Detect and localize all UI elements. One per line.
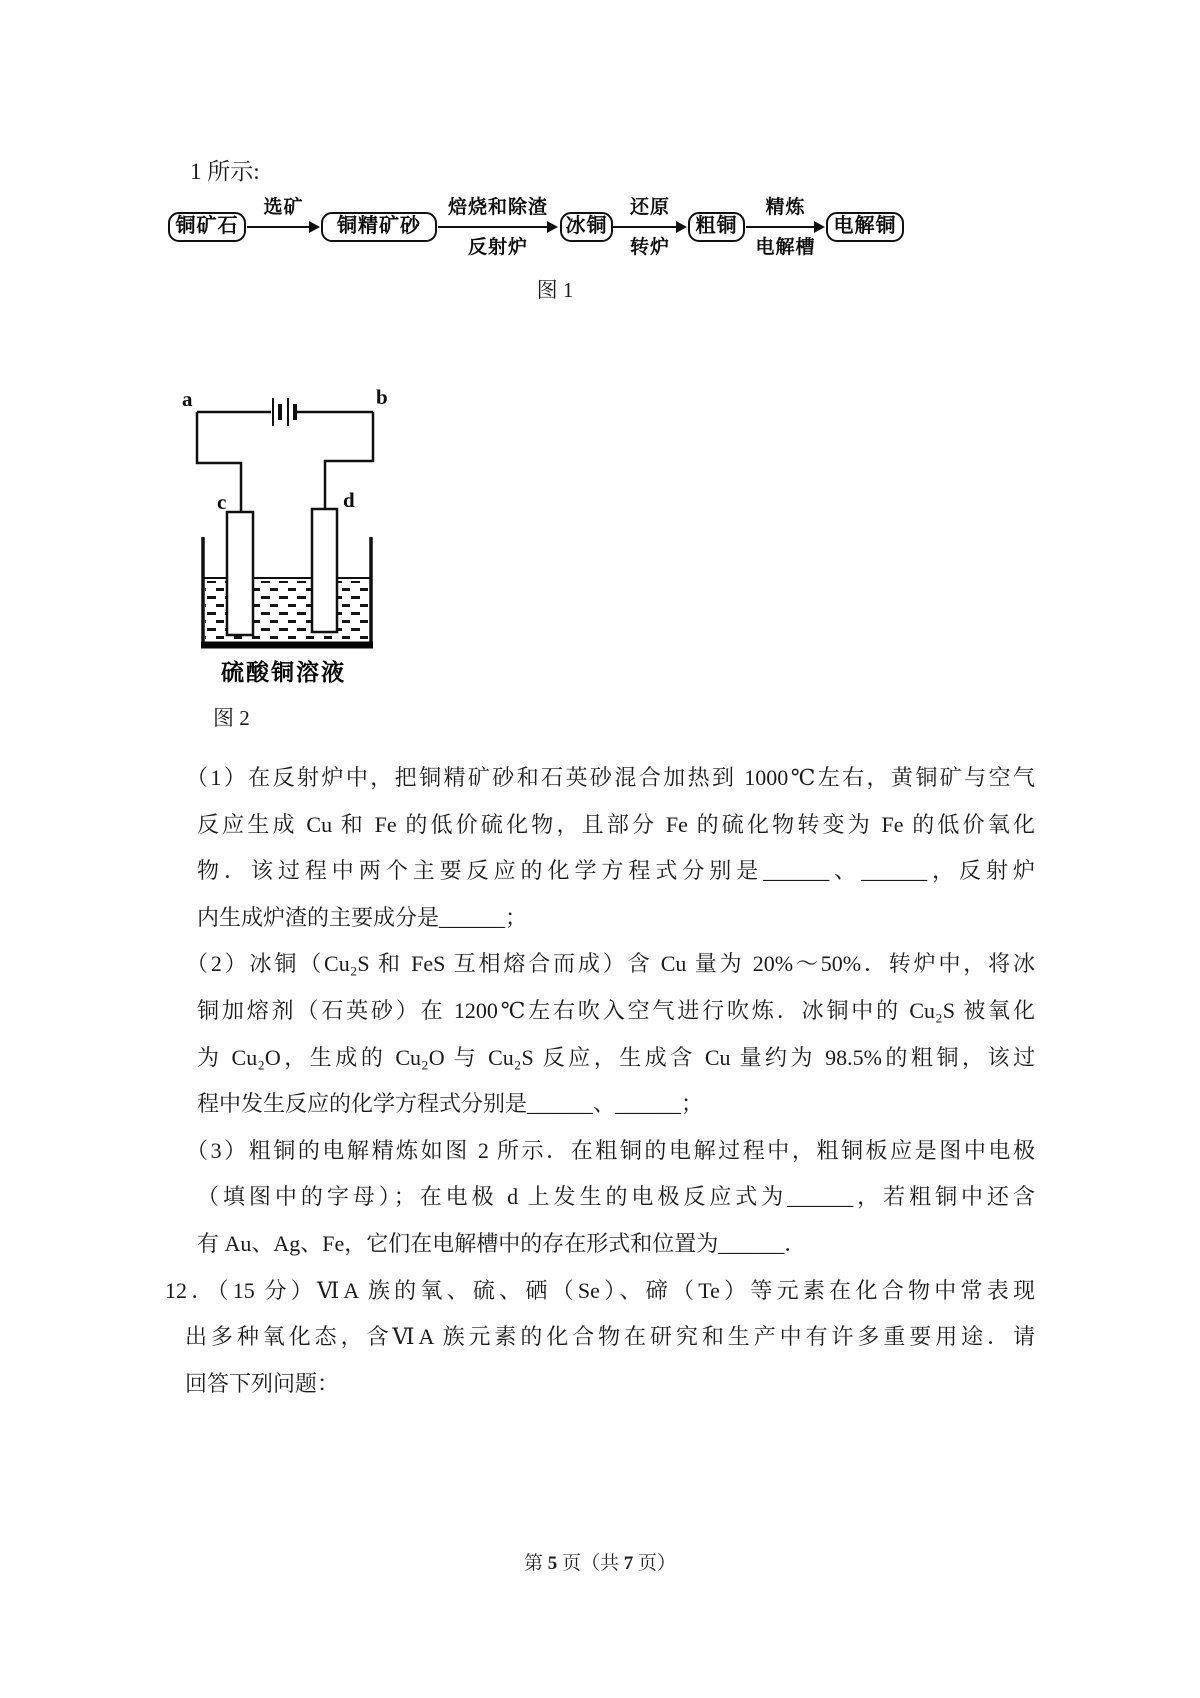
- label-a: a: [182, 387, 193, 411]
- text-line: 出多种氧化态，含ⅥA 族元素的化合物在研究和生产中有许多重要用途．请: [185, 1324, 1035, 1350]
- label-d: d: [343, 488, 355, 512]
- flow-arrow-2-label-below: 反射炉: [467, 237, 528, 258]
- text-line: （填图中的字母）；在电极 d 上发生的电极反应式为______，若粗铜中还含: [197, 1184, 1035, 1210]
- arrow-line: [613, 226, 679, 228]
- flow-arrow-2: [438, 192, 558, 258]
- footer-page-number: 5: [547, 1553, 558, 1574]
- battery-icon: [273, 398, 295, 426]
- arrow-head-icon: [309, 221, 320, 233]
- arrow-line: [438, 226, 550, 228]
- text-line: 程中发生反应的化学方程式分别是______、______；: [197, 1091, 704, 1117]
- flow-node-concentrate: 铜精矿砂: [321, 212, 437, 242]
- footer-mid: 页（共: [557, 1553, 624, 1574]
- figure2-caption: 图 2: [213, 706, 250, 730]
- text-line: （3）粗铜的电解精炼如图 2 所示．在粗铜的电解过程中，粗铜板应是图中电极: [186, 1137, 1035, 1163]
- label-b: b: [376, 385, 388, 409]
- flow-node-matte: 冰铜: [560, 212, 613, 242]
- text-line: 为 Cu₂O，生成的 Cu₂O 与 Cu₂S 反应，生成含 Cu 量约为 98.5%的粗铜，该过: [197, 1044, 1035, 1070]
- text-line: （2）冰铜（Cu₂S 和 FeS 互相熔合而成）含 Cu 量为 20%～50%．转炉中，将冰: [186, 951, 1035, 977]
- text-line: 物．该过程中两个主要反应的化学方程式分别是______、______，反射炉: [197, 858, 1035, 884]
- circuit-drawing: [170, 385, 400, 685]
- text-line: 内生成炉渣的主要成分是______；: [197, 904, 528, 930]
- figure2-circuit: [170, 385, 400, 685]
- flow-node-copper-ore: 铜矿石: [168, 212, 246, 242]
- solution-label: 硫酸铜溶液: [221, 660, 346, 685]
- flow-arrow-3: [613, 192, 687, 258]
- text-line: （1）在反射炉中，把铜精矿砂和石英砂混合加热到 1000℃左右，黄铜矿与空气: [186, 765, 1035, 790]
- question-text-block: [165, 755, 1035, 1407]
- text-line: 12．（15 分）ⅥA 族的氧、硫、硒（Se）、碲（Te）等元素在化合物中常表现: [165, 1277, 1035, 1303]
- flow-arrow-4: [746, 192, 825, 258]
- text-line: 有 Au、Ag、Fe，它们在电解槽中的存在形式和位置为______．: [197, 1230, 807, 1256]
- footer-total-pages: 7: [623, 1553, 634, 1574]
- figure1-caption: 图 1: [536, 278, 574, 302]
- footer-suffix: 页）: [633, 1553, 677, 1574]
- footer-prefix: 第: [523, 1553, 548, 1574]
- electrode-c: [227, 512, 253, 635]
- flow-arrow-3-label-above: 还原: [629, 197, 670, 218]
- flow-arrow-2-label-above: 焙烧和除渣: [447, 197, 548, 218]
- flow-arrow-3-label-below: 转炉: [629, 237, 670, 258]
- flow-arrow-1-label: 选矿: [263, 197, 304, 218]
- arrow-line: [247, 226, 312, 228]
- flow-arrow-4-label-above: 精炼: [765, 197, 806, 218]
- label-c: c: [217, 490, 227, 514]
- page-footer: [0, 1548, 1200, 1575]
- flow-arrow-1: [247, 192, 320, 258]
- flow-arrow-4-label-below: 电解槽: [755, 237, 816, 258]
- flow-node-blister-copper: 粗铜: [688, 212, 745, 242]
- flow-node-electrolytic-copper: 电解铜: [826, 212, 904, 242]
- text-line: 铜加熔剂（石英砂）在 1200℃左右吹入空气进行吹炼．冰铜中的 Cu₂S 被氧化: [197, 997, 1035, 1023]
- electrode-d: [312, 509, 337, 632]
- text-line: 反应生成 Cu 和 Fe 的低价硫化物，且部分 Fe 的硫化物转变为 Fe 的低价氧化: [197, 811, 1035, 837]
- intro-text: 1 所示:: [190, 159, 260, 184]
- text-line: 回答下列问题：: [185, 1370, 340, 1396]
- arrow-line: [746, 226, 817, 228]
